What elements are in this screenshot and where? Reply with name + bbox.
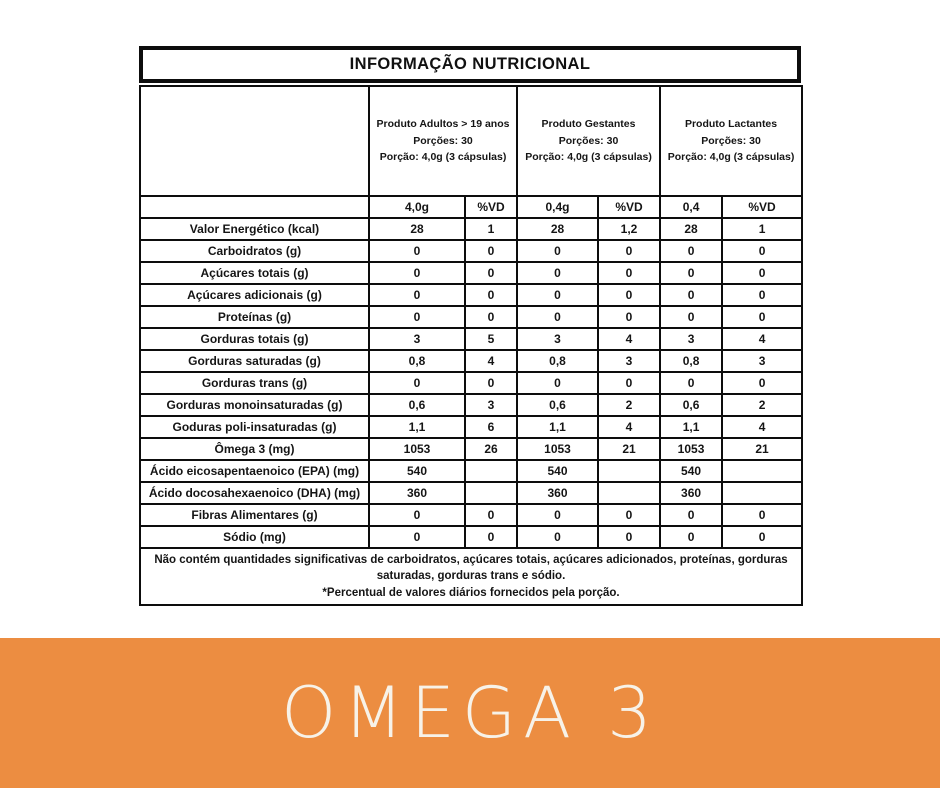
subheader-vd: %VD xyxy=(722,196,802,218)
cell-value: 0 xyxy=(517,526,598,548)
cell-value xyxy=(465,460,517,482)
footnote-no-significant-amounts: Não contém quantidades significativas de carboidratos, açúcares totais, açúcares adicionados, proteínas, gorduras saturadas, gorduras trans e sódio. xyxy=(154,554,788,583)
cell-value: 360 xyxy=(517,482,598,504)
cell-value: 0 xyxy=(660,284,722,306)
cell-value: 0,6 xyxy=(517,394,598,416)
cell-value: 540 xyxy=(517,460,598,482)
cell-value: 1,1 xyxy=(517,416,598,438)
cell-value: 3 xyxy=(517,328,598,350)
product-header-gestantes xyxy=(517,86,660,196)
cell-value: 0,8 xyxy=(660,350,722,372)
cell-value: 360 xyxy=(369,482,465,504)
cell-value: 0 xyxy=(517,306,598,328)
cell-value: 0 xyxy=(722,306,802,328)
cell-value: 0 xyxy=(598,240,660,262)
subheader-portion: 0,4g xyxy=(517,196,598,218)
cell-value: 1 xyxy=(722,218,802,240)
cell-value: 0 xyxy=(598,504,660,526)
cell-value: 4 xyxy=(598,328,660,350)
cell-value: 2 xyxy=(722,394,802,416)
cell-value: 0 xyxy=(598,284,660,306)
row-label: Valor Energético (kcal) xyxy=(140,218,369,240)
header-empty-cell xyxy=(140,86,369,196)
cell-value: 0 xyxy=(517,240,598,262)
cell-value: 360 xyxy=(660,482,722,504)
cell-value xyxy=(465,482,517,504)
cell-value: 0 xyxy=(660,240,722,262)
product-name: Produto Gestantes xyxy=(541,117,636,130)
banner-title: OMEGA 3 xyxy=(281,672,659,754)
cell-value: 26 xyxy=(465,438,517,460)
cell-value: 0 xyxy=(465,284,517,306)
cell-value: 28 xyxy=(660,218,722,240)
cell-value: 5 xyxy=(465,328,517,350)
cell-value: 4 xyxy=(598,416,660,438)
cell-value: 0 xyxy=(517,372,598,394)
footnote-cell xyxy=(140,548,802,605)
cell-value: 0 xyxy=(369,284,465,306)
row-label: Gorduras saturadas (g) xyxy=(140,350,369,372)
cell-value: 0 xyxy=(369,306,465,328)
cell-value: 0,6 xyxy=(369,394,465,416)
cell-value: 0 xyxy=(465,526,517,548)
row-label: Fibras Alimentares (g) xyxy=(140,504,369,526)
subheader-portion: 4,0g xyxy=(369,196,465,218)
cell-value: 540 xyxy=(660,460,722,482)
cell-value: 0 xyxy=(722,284,802,306)
omega3-banner xyxy=(0,638,940,788)
row-label: Sódio (mg) xyxy=(140,526,369,548)
cell-value: 0 xyxy=(722,372,802,394)
subheader-portion: 0,4 xyxy=(660,196,722,218)
row-label: Proteínas (g) xyxy=(140,306,369,328)
cell-value: 0 xyxy=(660,504,722,526)
cell-value: 1,2 xyxy=(598,218,660,240)
cell-value: 0 xyxy=(598,372,660,394)
row-label: Carboidratos (g) xyxy=(140,240,369,262)
cell-value: 1 xyxy=(465,218,517,240)
table-row xyxy=(140,416,802,438)
cell-value: 4 xyxy=(465,350,517,372)
cell-value: 0 xyxy=(598,262,660,284)
product-name: Produto Lactantes xyxy=(684,117,778,130)
cell-value: 0 xyxy=(660,262,722,284)
cell-value: 1053 xyxy=(369,438,465,460)
table-row xyxy=(140,218,802,240)
table-row xyxy=(140,328,802,350)
footnote-daily-values: *Percentual de valores diários fornecidos pela porção. xyxy=(322,586,620,599)
cell-value: 4 xyxy=(722,328,802,350)
row-label: Gorduras monoinsaturadas (g) xyxy=(140,394,369,416)
table-row xyxy=(140,306,802,328)
cell-value: 0 xyxy=(660,306,722,328)
cell-value: 0 xyxy=(598,526,660,548)
cell-value: 0 xyxy=(722,240,802,262)
row-label: Goduras poli-insaturadas (g) xyxy=(140,416,369,438)
nutrition-table xyxy=(139,85,803,606)
cell-value: 0,6 xyxy=(660,394,722,416)
cell-value: 0 xyxy=(369,240,465,262)
product-servings: Porções: 30 xyxy=(413,134,473,147)
cell-value: 0 xyxy=(598,306,660,328)
cell-value: 0 xyxy=(722,262,802,284)
cell-value: 1,1 xyxy=(369,416,465,438)
cell-value xyxy=(722,482,802,504)
cell-value: 0 xyxy=(517,262,598,284)
product-header-row xyxy=(140,86,802,196)
cell-value: 6 xyxy=(465,416,517,438)
cell-value xyxy=(722,460,802,482)
subheader-empty-cell xyxy=(140,196,369,218)
cell-value: 0 xyxy=(722,526,802,548)
table-row xyxy=(140,350,802,372)
cell-value: 0 xyxy=(660,526,722,548)
cell-value: 0 xyxy=(465,504,517,526)
cell-value: 28 xyxy=(369,218,465,240)
product-header-lactantes xyxy=(660,86,802,196)
row-label: Ácido eicosapentaenoico (EPA) (mg) xyxy=(140,460,369,482)
footnote-row xyxy=(140,548,802,605)
table-row xyxy=(140,482,802,504)
product-header-adultos xyxy=(369,86,517,196)
row-label: Gorduras totais (g) xyxy=(140,328,369,350)
panel-title: INFORMAÇÃO NUTRICIONAL xyxy=(139,46,801,83)
row-label: Gorduras trans (g) xyxy=(140,372,369,394)
cell-value: 0 xyxy=(465,240,517,262)
cell-value: 0 xyxy=(369,526,465,548)
cell-value: 0 xyxy=(517,504,598,526)
cell-value: 3 xyxy=(598,350,660,372)
cell-value: 0 xyxy=(465,372,517,394)
product-serving-size: Porção: 4,0g (3 cápsulas) xyxy=(667,151,795,164)
cell-value: 1053 xyxy=(517,438,598,460)
cell-value: 4 xyxy=(722,416,802,438)
table-row xyxy=(140,240,802,262)
subheader-row xyxy=(140,196,802,218)
cell-value: 1053 xyxy=(660,438,722,460)
product-servings: Porções: 30 xyxy=(701,134,761,147)
cell-value: 21 xyxy=(722,438,802,460)
cell-value: 3 xyxy=(465,394,517,416)
cell-value: 0 xyxy=(517,284,598,306)
cell-value: 3 xyxy=(369,328,465,350)
cell-value: 2 xyxy=(598,394,660,416)
row-label: Açúcares totais (g) xyxy=(140,262,369,284)
cell-value: 0 xyxy=(465,306,517,328)
cell-value: 0 xyxy=(660,372,722,394)
product-serving-size: Porção: 4,0g (3 cápsulas) xyxy=(379,151,507,164)
cell-value xyxy=(598,482,660,504)
cell-value: 0 xyxy=(369,504,465,526)
cell-value: 1,1 xyxy=(660,416,722,438)
cell-value: 21 xyxy=(598,438,660,460)
table-row xyxy=(140,394,802,416)
subheader-vd: %VD xyxy=(465,196,517,218)
cell-value xyxy=(598,460,660,482)
cell-value: 0 xyxy=(369,372,465,394)
table-row xyxy=(140,460,802,482)
row-label: Ômega 3 (mg) xyxy=(140,438,369,460)
table-row xyxy=(140,262,802,284)
subheader-vd: %VD xyxy=(598,196,660,218)
cell-value: 0,8 xyxy=(517,350,598,372)
product-servings: Porções: 30 xyxy=(558,134,619,147)
cell-value: 3 xyxy=(660,328,722,350)
cell-value: 28 xyxy=(517,218,598,240)
row-label: Açúcares adicionais (g) xyxy=(140,284,369,306)
table-row xyxy=(140,526,802,548)
table-row xyxy=(140,504,802,526)
product-name: Produto Adultos > 19 anos xyxy=(376,117,510,130)
cell-value: 0 xyxy=(465,262,517,284)
cell-value: 3 xyxy=(722,350,802,372)
table-row xyxy=(140,438,802,460)
nutrition-facts-panel xyxy=(139,46,801,606)
cell-value: 0 xyxy=(722,504,802,526)
table-row xyxy=(140,284,802,306)
cell-value: 540 xyxy=(369,460,465,482)
cell-value: 0,8 xyxy=(369,350,465,372)
cell-value: 0 xyxy=(369,262,465,284)
product-serving-size: Porção: 4,0g (3 cápsulas) xyxy=(525,151,652,164)
table-row xyxy=(140,372,802,394)
row-label: Ácido docosahexaenoico (DHA) (mg) xyxy=(140,482,369,504)
